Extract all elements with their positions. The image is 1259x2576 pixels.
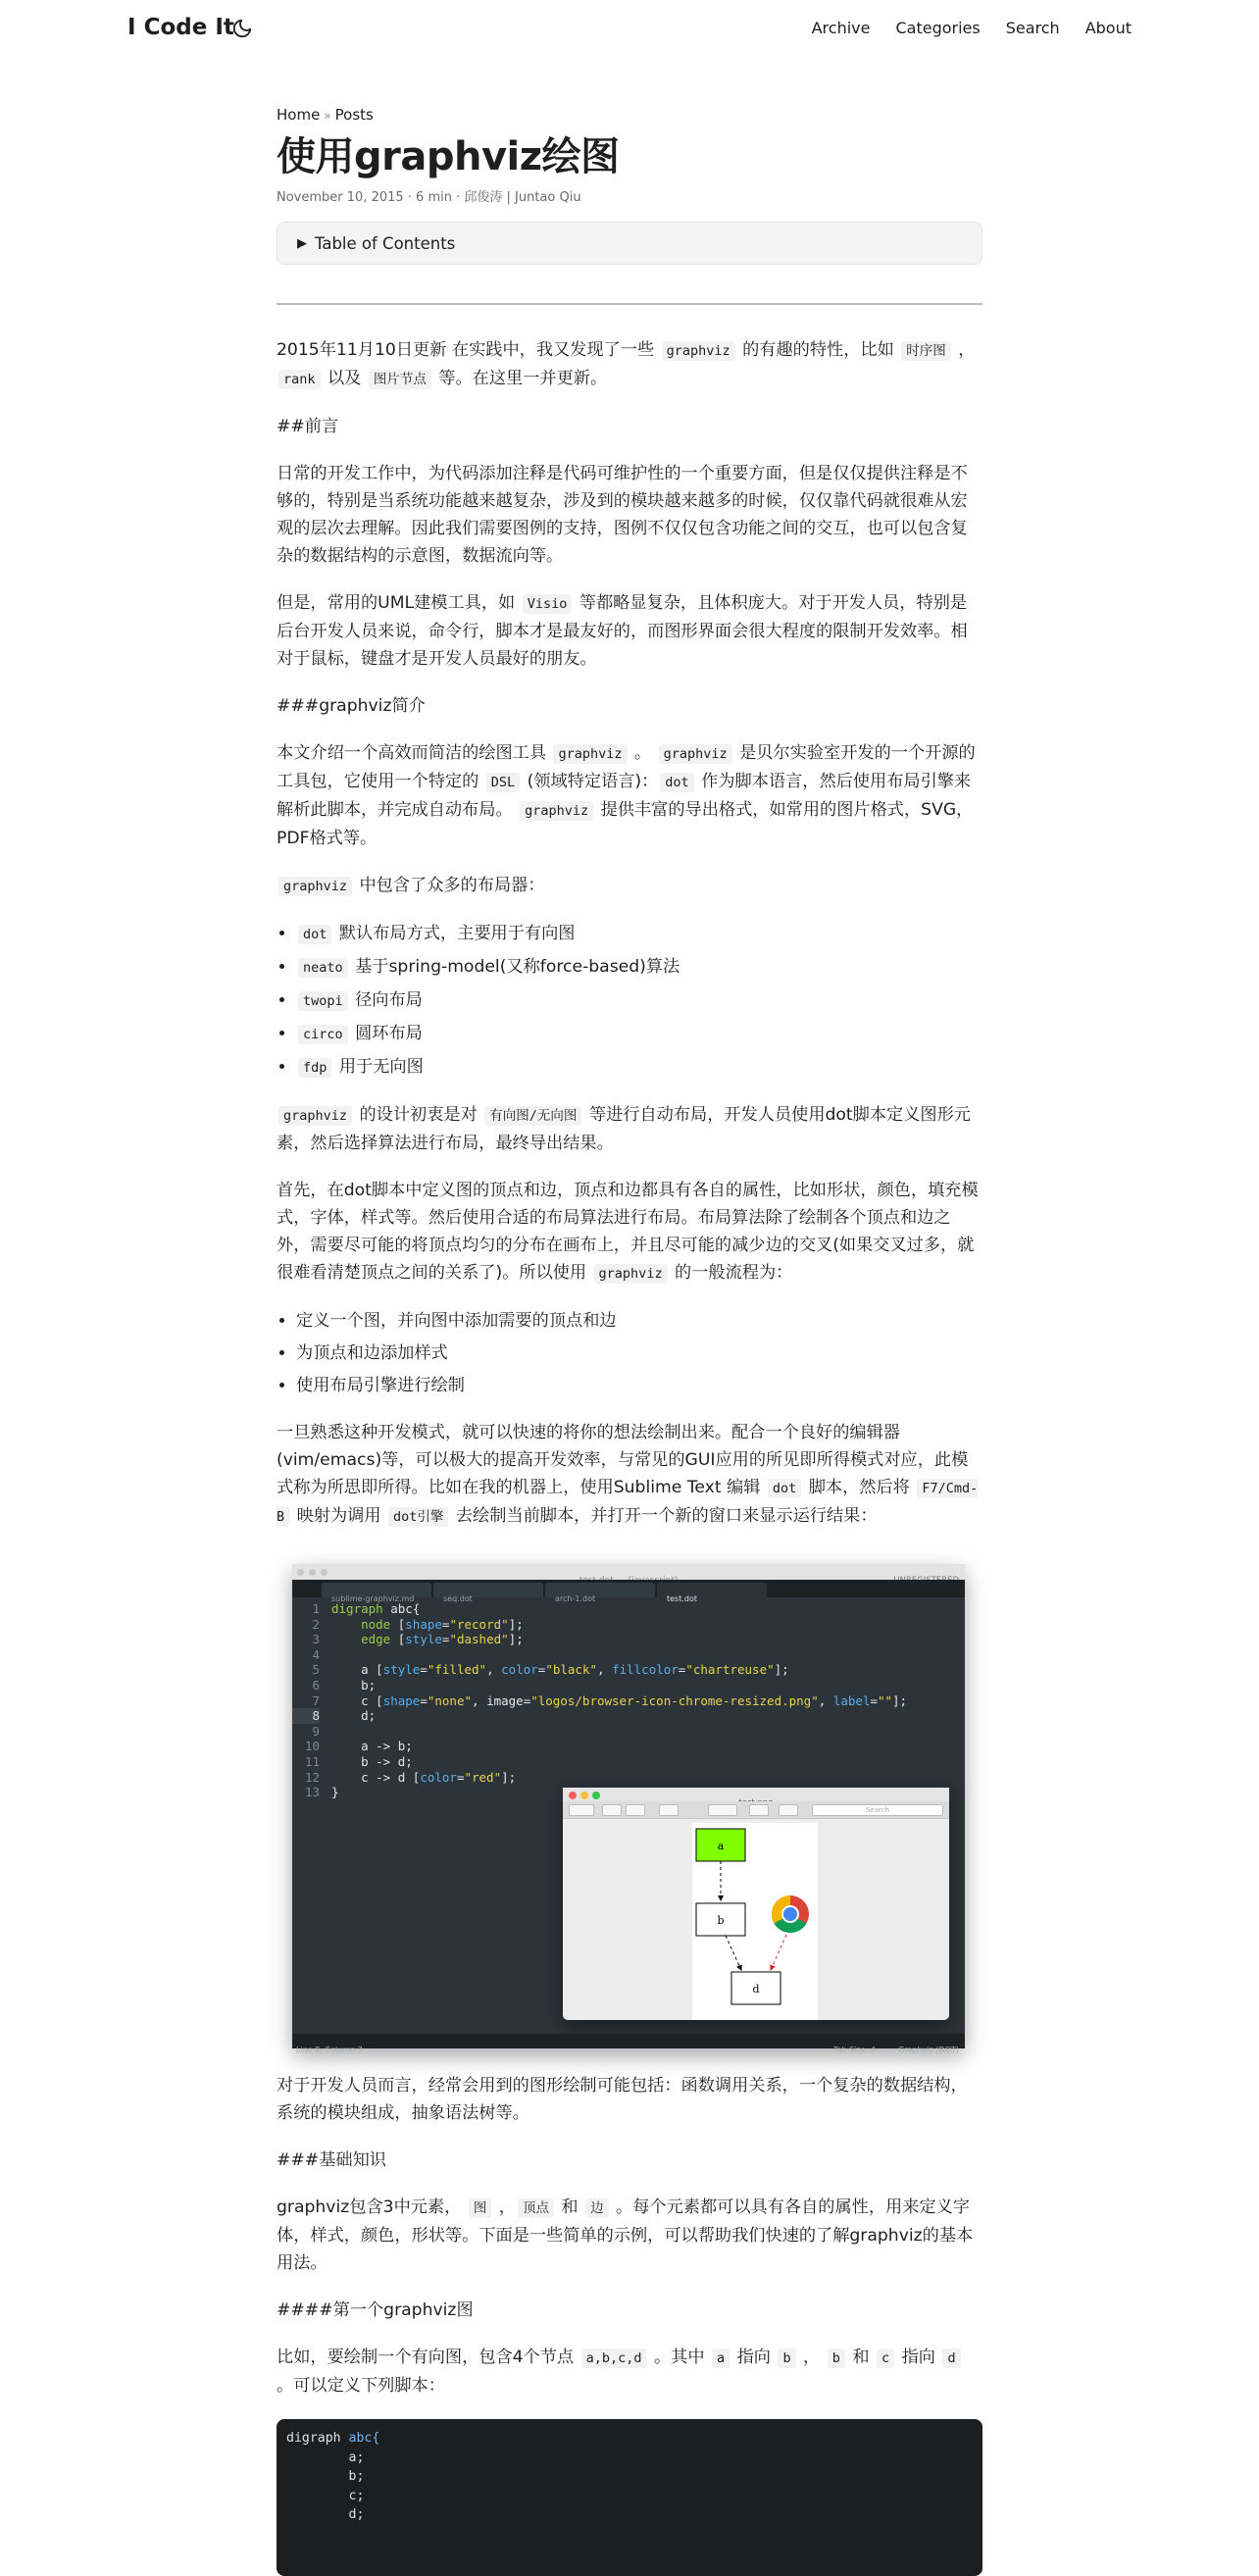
inline-code: 时序图 xyxy=(901,341,951,361)
zoom-in-icon xyxy=(626,1804,645,1816)
inline-code: dot xyxy=(660,773,693,792)
inline-code: dot引擎 xyxy=(388,1507,448,1527)
inline-code: circo xyxy=(298,1025,348,1044)
steps-list xyxy=(296,1307,982,1399)
rendered-graph xyxy=(692,1823,818,2020)
editor-code-line: } xyxy=(331,1785,339,1800)
code-line: c; xyxy=(286,2488,365,2503)
editor-code-line xyxy=(331,1647,907,1663)
graph-edge-c-d xyxy=(771,1935,786,1970)
inline-code: Visio xyxy=(523,594,573,614)
inline-code: rank xyxy=(278,370,321,389)
editor-code-line: a [style="filled", color="black", fillcolor="chartreuse"]; xyxy=(331,1662,789,1678)
inline-code: twopi xyxy=(298,991,348,1011)
list-item: • neato 基于spring-model(又称force-based)算法 xyxy=(296,953,982,982)
nav-search[interactable]: Search xyxy=(1005,19,1060,37)
editor-code-line: d; xyxy=(331,1708,377,1724)
editor-statusbar xyxy=(292,2034,965,2054)
graph-node-b-label: b xyxy=(717,1914,725,1927)
section-heading-first-graph: ####第一个graphviz图 xyxy=(277,2300,474,2320)
markup-icon xyxy=(708,1804,737,1816)
paragraph-uml: 但是，常用的UML建模工具，如 Visio 等都略显复杂，且体积庞大。对于开发人员，特别是后台开发人员来说，命令行，脚本才是最友好的，而图形界面会很大程度的限制开发效率。相对于鼠标，键盘才是开发人员最好的朋友。 xyxy=(277,593,968,669)
inline-code: dot xyxy=(768,1479,801,1498)
breadcrumb xyxy=(277,106,982,129)
inline-code: a,b,c,d xyxy=(581,2349,647,2368)
zoom-out-icon xyxy=(602,1804,622,1816)
inline-code: graphviz xyxy=(662,341,735,361)
inline-code: a xyxy=(712,2349,730,2368)
line-number: 8 xyxy=(292,1708,320,1724)
editor-tab: sublime-graphviz.md xyxy=(322,1583,431,1597)
editor-code-line xyxy=(331,1724,907,1740)
editor-tab: arch-1.dot xyxy=(545,1583,655,1597)
line-number: 2 xyxy=(312,1616,320,1632)
editor-code-line: edge [style="dashed"]; xyxy=(361,1632,524,1647)
code-line: b; xyxy=(286,2469,365,2484)
divider xyxy=(277,303,982,305)
editor-code-line: b -> d; xyxy=(331,1753,413,1769)
line-number: 11 xyxy=(304,1753,320,1769)
share-icon xyxy=(659,1804,679,1816)
inline-code: 图 xyxy=(469,2198,492,2218)
site-header xyxy=(0,0,1259,57)
sublime-screenshot-figure xyxy=(277,1550,982,2052)
preview-search: Search xyxy=(812,1804,943,1816)
inline-code: graphviz xyxy=(553,744,627,764)
inline-code: DSL xyxy=(486,773,520,792)
line-number: 4 xyxy=(312,1646,320,1662)
preview-window xyxy=(563,1788,949,2020)
graph-canvas xyxy=(692,1823,818,2020)
triangle-right-icon: ▶ xyxy=(297,235,307,251)
paragraph-sublime: 一旦熟悉这种开发模式，就可以快速的将你的想法绘制出来。配合一个良好的编辑器(vim/emacs)等，可以极大的提高开发效率，与常见的GUI应用的所见即所得模式对应，此模式称为所思即所得。比如在我的机器上，使用Sublime Text 编辑 dot 脚本，然后将 F7/Cmd-B 映射为调用 dot引擎 去绘制当前脚本，并打开一个新的窗口来显示运行结果： xyxy=(277,1423,979,1526)
inline-code: graphviz xyxy=(520,801,593,821)
inline-code: 顶点 xyxy=(518,2198,554,2218)
inline-code: dot xyxy=(298,925,331,944)
list-item: • 使用布局引擎进行绘制 xyxy=(296,1372,982,1399)
list-item: • circo 圆环布局 xyxy=(296,1020,982,1048)
line-number: 10 xyxy=(304,1739,320,1754)
inline-code: graphviz xyxy=(278,1106,352,1126)
line-number: 9 xyxy=(312,1723,320,1739)
inline-code: 图片节点 xyxy=(369,370,431,389)
paragraph-design: graphviz 的设计初衷是对 有向图/无向图 等进行自动布局，开发人员使用dot脚本定义图形元素，然后选择算法进行布局，最终导出结果。 xyxy=(277,1105,971,1153)
editor-code-line: c [shape="none", image="logos/browser-icon-chrome-resized.png", label=""]; xyxy=(331,1692,908,1708)
inline-code: fdp xyxy=(298,1058,331,1078)
inline-code: c xyxy=(877,2349,894,2368)
section-heading-preface: ##前言 xyxy=(277,417,339,436)
inline-code: graphviz xyxy=(278,877,352,896)
paragraph-first-graph: 比如，要绘制一个有向图，包含4个节点 a,b,c,d 。其中 a 指向 b ， b 和 c 指向 d 。可以定义下列脚本： xyxy=(277,2344,982,2399)
code-block[interactable] xyxy=(277,2419,982,2576)
list-item: • 定义一个图，并向图中添加需要的顶点和边 xyxy=(296,1307,982,1335)
inline-code: 边 xyxy=(585,2198,609,2218)
editor-code-line: c -> d [color="red"]; xyxy=(331,1769,517,1785)
toolbox-icon xyxy=(779,1804,798,1816)
post-content xyxy=(277,336,982,2576)
line-number: 12 xyxy=(304,1769,320,1785)
nav-archive[interactable]: Archive xyxy=(811,19,871,37)
editor-tab-active: test.dot xyxy=(657,1583,767,1597)
line-number: 7 xyxy=(312,1692,320,1708)
paragraph-workflow: 首先，在dot脚本中定义图的顶点和边，顶点和边都具有各自的属性，比如形状，颜色，填充模式，字体，样式等。然后使用合适的布局算法进行布局。布局算法除了绘制各个顶点和边之外，需要尽可能的将顶点均匀的分布在画布上，并且尽可能的减少边的交叉(如果交叉过多，就很难看清楚顶点之间的关系了)。所以使用 graphviz 的一般流程为： xyxy=(277,1181,979,1283)
post-main xyxy=(277,106,982,2576)
moon-icon[interactable] xyxy=(231,18,253,39)
list-item: • dot 默认布局方式，主要用于有向图 xyxy=(296,920,982,948)
inline-code: graphviz xyxy=(659,744,732,764)
line-number: 6 xyxy=(312,1677,320,1692)
section-heading-basics: ###基础知识 xyxy=(277,2150,386,2170)
editor-code-line: a -> b; xyxy=(331,1739,413,1754)
inline-code: graphviz xyxy=(594,1264,668,1284)
paragraph-basics: graphviz包含3中元素， 图 ， 顶点 和 边 。每个元素都可以具有各自的属性，用来定义字体，样式，颜色，形状等。下面是一些简单的示例，可以帮助我们快速的了解graphviz的基本用法。 xyxy=(277,2197,974,2273)
inline-code: d xyxy=(942,2349,960,2368)
paragraph-layouts-intro: graphviz 中包含了众多的布局器： xyxy=(277,872,982,900)
code-line: digraph abc{ xyxy=(286,2431,380,2446)
breadcrumb-separator: » xyxy=(324,109,331,123)
layouts-list xyxy=(296,920,982,1082)
line-number: 13 xyxy=(304,1785,320,1800)
section-heading-intro: ###graphviz简介 xyxy=(277,696,426,716)
post-meta: November 10, 2015 · 6 min · 邱俊涛 | Juntao Qiu xyxy=(277,190,581,205)
status-syntax: Graphviz (DOT) xyxy=(898,2046,959,2054)
line-number: 5 xyxy=(312,1662,320,1678)
breadcrumb-posts[interactable]: Posts xyxy=(334,106,374,124)
status-cursor: Line 8, Column 7 xyxy=(296,2046,363,2054)
editor-tab: seq.dot xyxy=(433,1583,543,1597)
editor-code-line: b; xyxy=(331,1677,377,1692)
breadcrumb-home[interactable]: Home xyxy=(277,106,321,124)
table-of-contents-toggle[interactable] xyxy=(277,222,982,265)
sidebar-icon xyxy=(569,1804,594,1816)
editor-tabbar xyxy=(292,1580,965,1603)
list-item: • twopi 径向布局 xyxy=(296,986,982,1015)
preview-toolbar xyxy=(563,1801,949,1819)
page-title: 使用graphviz绘图 xyxy=(277,134,620,179)
graph-node-a-label: a xyxy=(717,1840,725,1852)
code-line: a; xyxy=(286,2450,365,2465)
inline-code: 有向图/无向图 xyxy=(484,1106,581,1126)
editor-code-line: node [shape="record"]; xyxy=(361,1616,524,1632)
line-number: 3 xyxy=(312,1632,320,1647)
list-item: • fdp 用于无向图 xyxy=(296,1053,982,1082)
list-item: • 为顶点和边添加样式 xyxy=(296,1339,982,1367)
preview-titlebar xyxy=(563,1788,949,1801)
toc-label: Table of Contents xyxy=(315,233,456,253)
nav-categories[interactable]: Categories xyxy=(895,19,981,37)
paragraph-use-cases: 对于开发人员而言，经常会用到的图形绘制可能包括：函数调用关系，一个复杂的数据结构，系统的模块组成，抽象语法树等。 xyxy=(277,2076,968,2123)
update-paragraph: 2015年11月10日更新 在实践中，我又发现了一些 graphviz 的有趣的特性，比如 时序图 ，rank 以及 图片节点 等。在这里一并更新。 xyxy=(277,340,976,388)
chrome-logo-node xyxy=(772,1895,809,1933)
inline-code: b xyxy=(828,2349,845,2368)
inline-code: neato xyxy=(298,958,348,978)
editor-code-line: digraph abc{ xyxy=(331,1601,421,1616)
graph-node-d-label: d xyxy=(752,1983,760,1995)
graph-edge-b-d xyxy=(726,1936,741,1970)
paragraph-preface: 日常的开发工作中，为代码添加注释是代码可维护性的一个重要方面，但是仅仅提供注释是不够的，特别是当系统功能越来越复杂，涉及到的模块越来越多的时候，仅仅靠代码就很难从宏观的层次去理解。因此我们需要图例的支持，图例不仅仅包含功能之间的交互，也可以包含复杂的数据结构的示意图，数据流向等。 xyxy=(277,464,968,566)
site-logo[interactable]: I Code It xyxy=(127,15,234,40)
paragraph-intro: 本文介绍一个高效而简洁的绘图工具 graphviz 。 graphviz 是贝尔实验室开发的一个开源的工具包，它使用一个特定的 DSL (领域特定语言)： dot 作为脚本语言，然后使用布局引擎来解析此脚本，并完成自动布局。 graphviz 提供丰富的导出格式，如常用的图片格式，SVG，PDF格式等。 xyxy=(277,743,976,848)
nav-about[interactable]: About xyxy=(1084,19,1132,37)
line-number: 1 xyxy=(312,1601,320,1616)
top-nav xyxy=(812,19,1132,37)
editor-code xyxy=(331,1601,907,1800)
inline-code: F7/Cmd-B xyxy=(277,1481,979,1525)
inline-code: b xyxy=(778,2349,795,2368)
status-tab-size: Tab Size: 4 xyxy=(833,2046,876,2054)
editor-titlebar xyxy=(292,1564,965,1580)
rotate-icon xyxy=(749,1804,769,1816)
code-line: d; xyxy=(286,2507,365,2522)
editor-window xyxy=(292,1564,965,2054)
line-number-gutter xyxy=(292,1601,320,1800)
